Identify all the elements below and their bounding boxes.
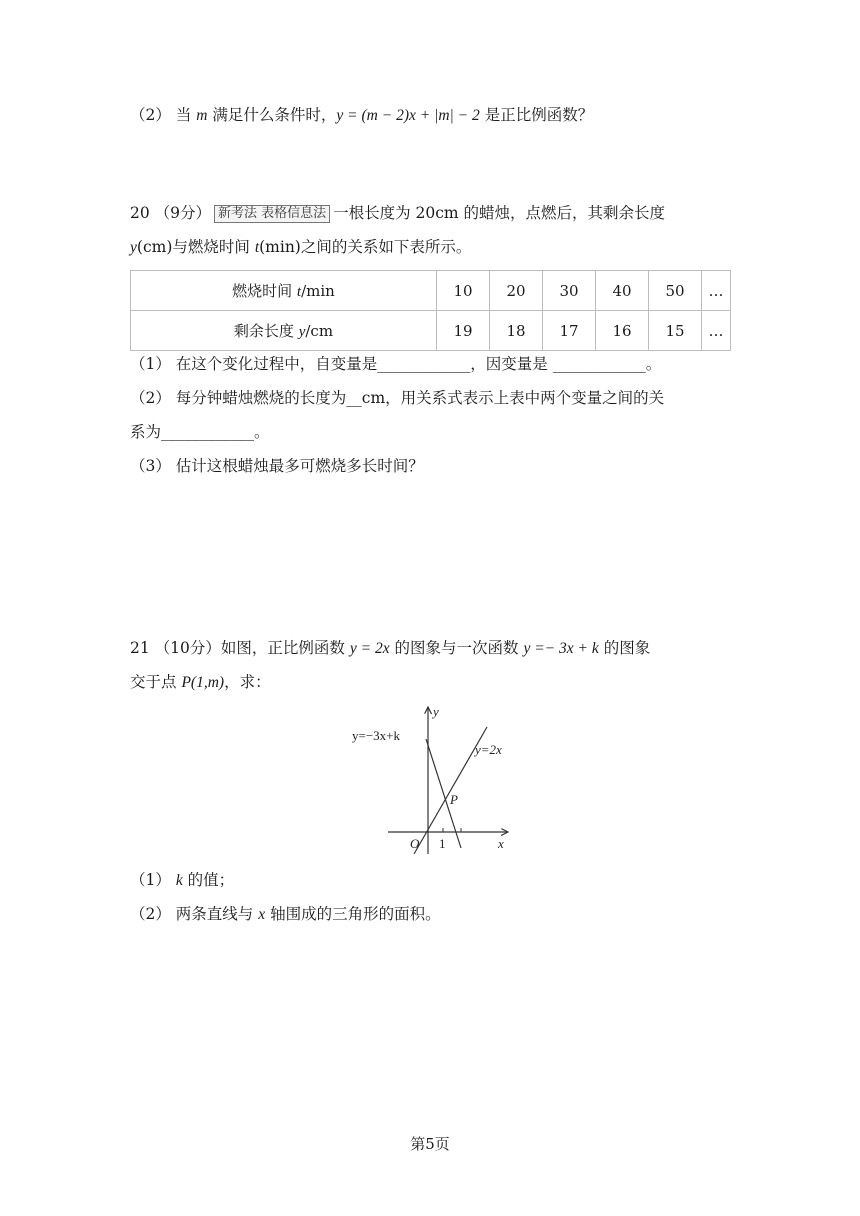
row2-var: y — [298, 324, 306, 340]
q21-sub2-a: （2） 两条直线与 — [130, 905, 254, 923]
q20-badge-a: 新考法 — [218, 206, 258, 221]
q21-sub1 — [130, 869, 234, 892]
table-cell: 15 — [649, 311, 702, 351]
table-cell: 18 — [490, 311, 543, 351]
row1-var: t — [296, 284, 302, 300]
label-one: 1 — [439, 836, 446, 851]
table-cell: 30 — [543, 271, 596, 311]
table-cell: 19 — [437, 311, 490, 351]
q21-line2-a: 交于点 — [130, 673, 177, 691]
q20-sub3: （3） 估计这根蜡烛最多可燃烧多长时间？ — [130, 457, 424, 475]
q21-text-b: 的图象与一次函数 — [394, 639, 519, 657]
q20-badge-b: 表格信息法 — [261, 206, 327, 221]
q20-line2 — [130, 236, 471, 259]
q21-formula1: y = 2x — [349, 640, 390, 657]
q21-line2-b: ，求： — [224, 673, 271, 691]
table-row-label — [131, 271, 437, 311]
q19-part2-text-b: 满足什么条件时， — [212, 106, 337, 124]
q20-score: （9分） — [154, 204, 212, 222]
q21-text-c: 的图象 — [603, 639, 651, 657]
label-line1: y=−3x+k — [352, 728, 400, 743]
q20-sub1: （1） 在这个变化过程中，自变量是____________，因变量是 ____________。 — [130, 355, 662, 373]
row1-label: 燃烧时间 — [232, 282, 297, 300]
q21-graph — [348, 702, 518, 857]
q21-sub1-text: 的值； — [187, 871, 235, 889]
table-cell: 50 — [649, 271, 702, 311]
row2-label: 剩余长度 — [233, 322, 299, 340]
q21-header — [130, 637, 650, 660]
q21-text-a: 如图，正比例函数 — [220, 639, 345, 657]
q19-part2-var-m: m — [196, 107, 208, 124]
q19-part2-number: （2） — [130, 106, 171, 124]
q20-method-badge — [214, 205, 330, 223]
table-cell: 20 — [490, 271, 543, 311]
q21-sub1-var: k — [175, 872, 183, 889]
q20-sub2-a: （2） 每分钟蜡烛燃烧的长度为__cm，用关系式表示上表中两个变量之间的关 — [130, 389, 665, 407]
q20-line2-b: (min)之间的关系如下表所示。 — [259, 238, 472, 256]
q20-line1: 一根长度为 20cm 的蜡烛，点燃后，其剩余长度 — [333, 204, 666, 222]
label-line2: y=2x — [475, 742, 502, 757]
q20-sub2-b: 系为____________。 — [130, 423, 270, 441]
table-cell: … — [702, 311, 731, 351]
q20-var-t: t — [254, 239, 260, 256]
q21-sub2-var: x — [258, 906, 266, 923]
q19-part2-text-c: 是正比例函数？ — [484, 106, 594, 124]
table-cell: … — [702, 271, 731, 311]
q21-score: （10分） — [154, 639, 221, 657]
table-row — [131, 311, 731, 351]
q19-part2-text-a: 当 — [175, 106, 192, 124]
q21-sub1-number: （1） — [130, 871, 171, 889]
table-row-label — [131, 311, 437, 351]
q21-sub2 — [130, 903, 441, 926]
label-y: y — [433, 704, 439, 719]
q21-line2 — [130, 671, 271, 694]
label-x: x — [498, 836, 504, 851]
q21-formula2: y =− 3x + k — [523, 640, 599, 657]
row2-unit: /cm — [305, 322, 334, 340]
q20-number: 20 — [130, 204, 150, 222]
q20-data-table — [130, 270, 731, 351]
table-row — [131, 271, 731, 311]
q21-sub2-b: 轴围成的三角形的面积。 — [270, 905, 441, 923]
table-cell: 10 — [437, 271, 490, 311]
q19-part2-formula: y = (m − 2)x + |m| − 2 — [336, 107, 480, 124]
q21-point: P(1,m) — [181, 674, 225, 691]
q20-var-y: y — [130, 239, 137, 256]
q20-header — [130, 202, 665, 224]
q21-number: 21 — [130, 639, 150, 657]
q20-line2-a: (cm)与燃烧时间 — [136, 238, 250, 256]
table-cell: 17 — [543, 311, 596, 351]
table-cell: 16 — [596, 311, 649, 351]
page-number: 第5页 — [410, 1135, 450, 1153]
label-p: P — [450, 792, 458, 807]
q19-part2 — [130, 104, 593, 127]
table-cell: 40 — [596, 271, 649, 311]
label-origin: O — [410, 836, 420, 851]
row1-unit: /min — [301, 282, 335, 300]
